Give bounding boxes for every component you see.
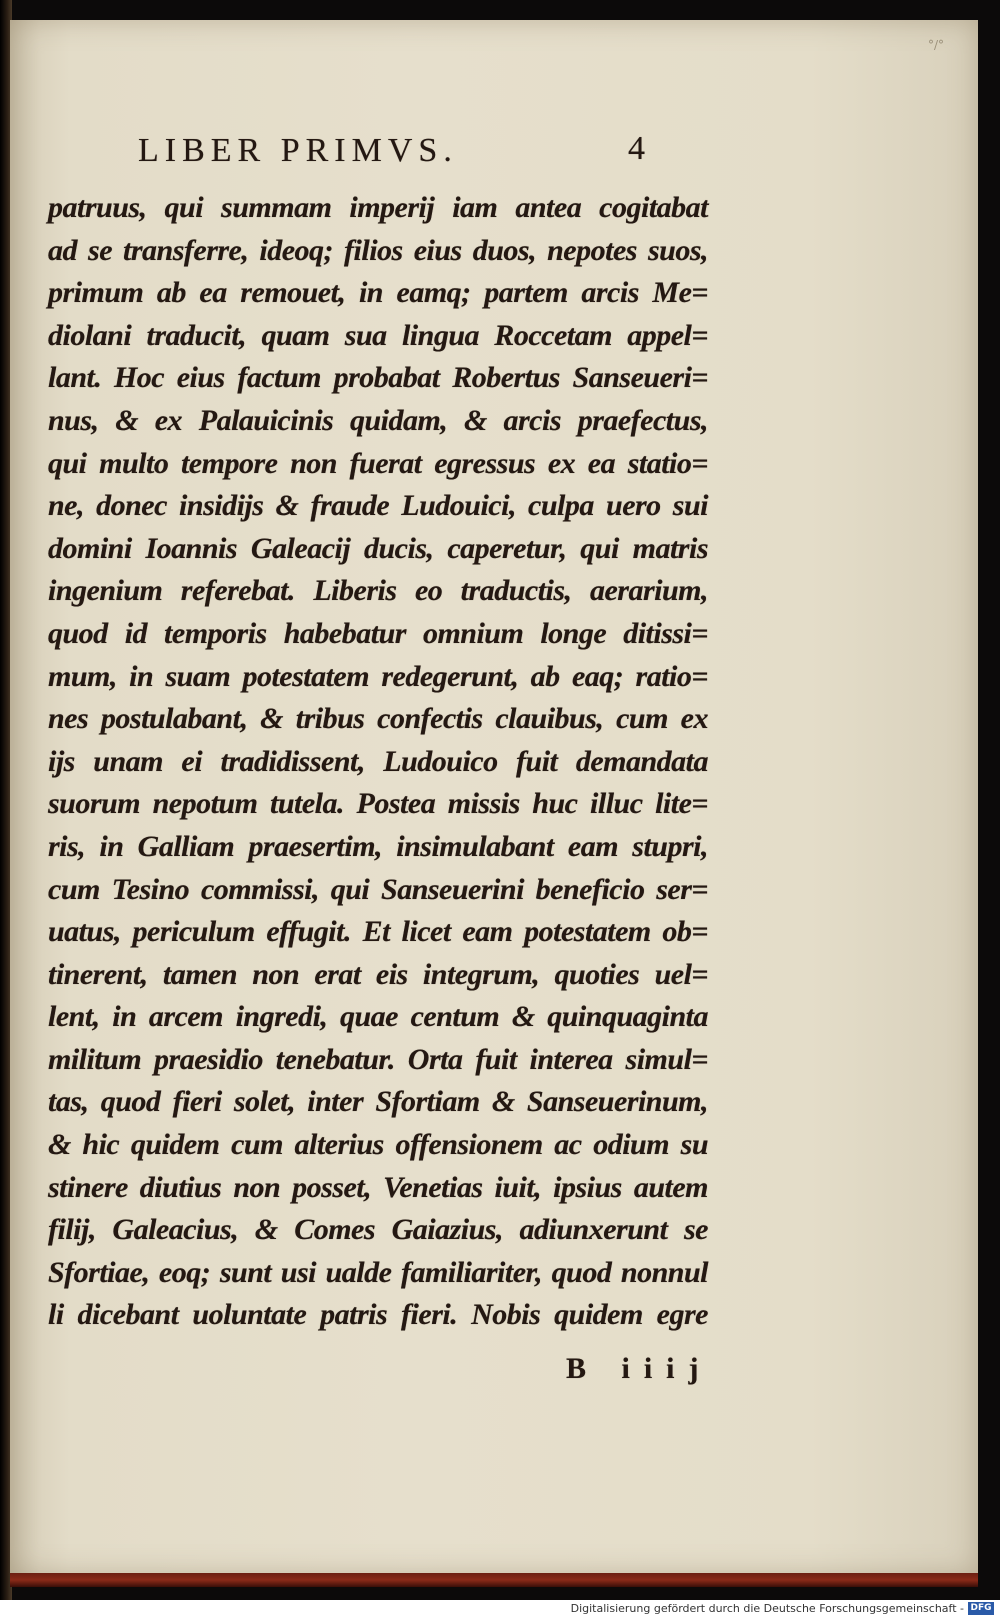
body-text <box>48 187 708 1337</box>
text-line: ad se transferre, ideoq; filios eius duos, nepotes suos, <box>48 233 708 267</box>
text-line: ijs unam ei tradidissent, Ludouico fuit demandata <box>48 744 708 778</box>
text-line: tas, quod fieri solet, inter Sfortiam & Sanseuerinum, <box>48 1085 708 1119</box>
text-line: qui multo tempore non fuerat egressus ex ea statio= <box>48 446 708 480</box>
corner-mark: °/° <box>928 38 945 52</box>
text-line: ris, in Galliam praesertim, insimulabant eam stupri, <box>48 829 708 863</box>
text-line: li dicebant uoluntate patris fieri. Nobis quidem egre <box>48 1298 708 1332</box>
text-line: mum, in suam potestatem redegerunt, ab eaq; ratio= <box>48 659 708 693</box>
text-line: nes postulabant, & tribus confectis clauibus, cum ex <box>48 702 708 736</box>
text-line: suorum nepotum tutela. Postea missis huc illuc lite= <box>48 787 708 821</box>
text-line: ingenium referebat. Liberis eo traductis, aerarium, <box>48 574 708 608</box>
text-line: lent, in arcem ingredi, quae centum & quinquaginta <box>48 1000 708 1034</box>
text-line: primum ab ea remouet, in eamq; partem arcis Me= <box>48 276 708 310</box>
text-line: militum praesidio tenebatur. Orta fuit interea simul= <box>48 1042 708 1076</box>
running-head: LIBER PRIMVS. <box>138 132 458 169</box>
text-line: & hic quidem cum alterius offensionem ac odium su <box>48 1128 708 1162</box>
text-line: filij, Galeacius, & Comes Gaiazius, adiunxerunt se <box>48 1213 708 1247</box>
text-line: Sfortiae, eoq; sunt usi ualde familiariter, quod nonnul <box>48 1255 708 1289</box>
signature-mark: B iiij <box>566 1352 713 1385</box>
text-line: uatus, periculum effugit. Et licet eam potestatem ob= <box>48 915 708 949</box>
text-line: tinerent, tamen non erat eis integrum, quoties uel= <box>48 957 708 991</box>
text-line: nus, & ex Palauicinis quidam, & arcis praefectus, <box>48 403 708 437</box>
text-line: domini Ioannis Galeacij ducis, caperetur, qui matris <box>48 531 708 565</box>
text-line: ne, donec insidijs & fraude Ludouici, culpa uero sui <box>48 489 708 523</box>
text-line: cum Tesino commissi, qui Sanseuerini beneficio ser= <box>48 872 708 906</box>
text-line: lant. Hoc eius factum probabat Robertus Sanseueri= <box>48 361 708 395</box>
text-line: diolani traducit, quam sua lingua Roccetam appel= <box>48 318 708 352</box>
dfg-logo: DFG <box>968 1602 994 1615</box>
page-number: 4 <box>628 130 645 167</box>
text-line: patruus, qui summam imperij iam antea cogitabat <box>48 191 708 224</box>
text-line: quod id temporis habebatur omnium longe ditissi= <box>48 616 708 650</box>
page-edge <box>10 1573 978 1587</box>
text-line: stinere diutius non posset, Venetias iuit, ipsius autem <box>48 1170 708 1204</box>
digitization-credit: Digitalisierung gefördert durch die Deutsche Forschungsgemeinschaft - <box>570 1602 964 1615</box>
